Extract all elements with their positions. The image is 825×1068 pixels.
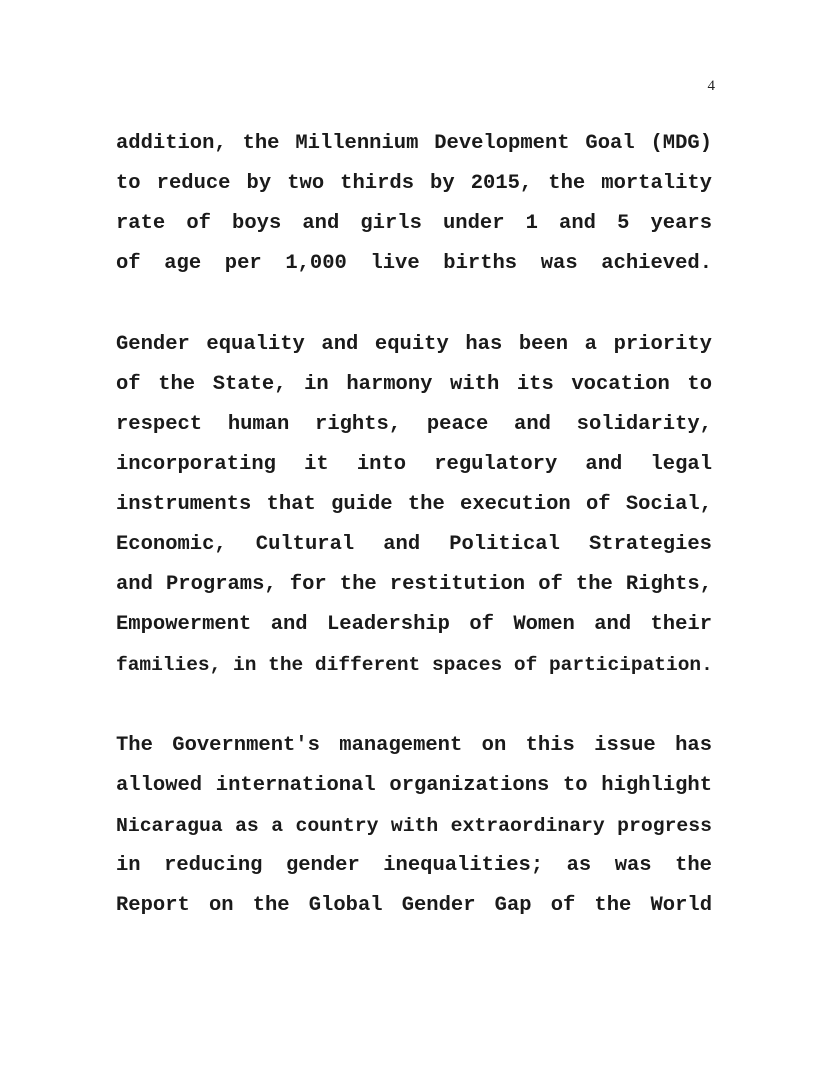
text-line: addition, the Millennium Development Goal (MDG) <box>116 132 712 155</box>
text-line: of age per 1,000 live births was achieved. <box>116 252 712 276</box>
text-line: Empowerment and Leadership of Women and their <box>116 613 712 637</box>
text-line: Report on the Global Gender Gap of the World <box>116 893 712 917</box>
paragraph-mdg <box>116 124 712 284</box>
text-line: allowed international organizations to highlight <box>116 773 712 797</box>
text-line: incorporating it into regulatory and legal <box>116 452 712 476</box>
text-line: to reduce by two thirds by 2015, the mortality <box>116 172 712 196</box>
text-line: families, in the different spaces of participation. <box>116 654 713 677</box>
text-line: instruments that guide the execution of Social, <box>116 492 712 516</box>
text-line: Nicaragua as a country with extraordinary progress <box>116 814 712 837</box>
text-line: in reducing gender inequalities; as was the <box>116 853 712 877</box>
text-line: respect human rights, peace and solidarity, <box>116 412 712 436</box>
page-number: 4 <box>707 78 715 94</box>
paragraph-gender-equality <box>116 325 712 686</box>
text-line: Economic, Cultural and Political Strategies <box>116 532 712 556</box>
text-line: The Government's management on this issue has <box>116 733 712 757</box>
text-line: and Programs, for the restitution of the Rights, <box>116 573 712 597</box>
text-line: of the State, in harmony with its vocation to <box>116 372 712 396</box>
text-line: rate of boys and girls under 1 and 5 years <box>116 212 712 236</box>
paragraph-government-management <box>116 726 712 926</box>
text-line: Gender equality and equity has been a priority <box>116 332 712 356</box>
